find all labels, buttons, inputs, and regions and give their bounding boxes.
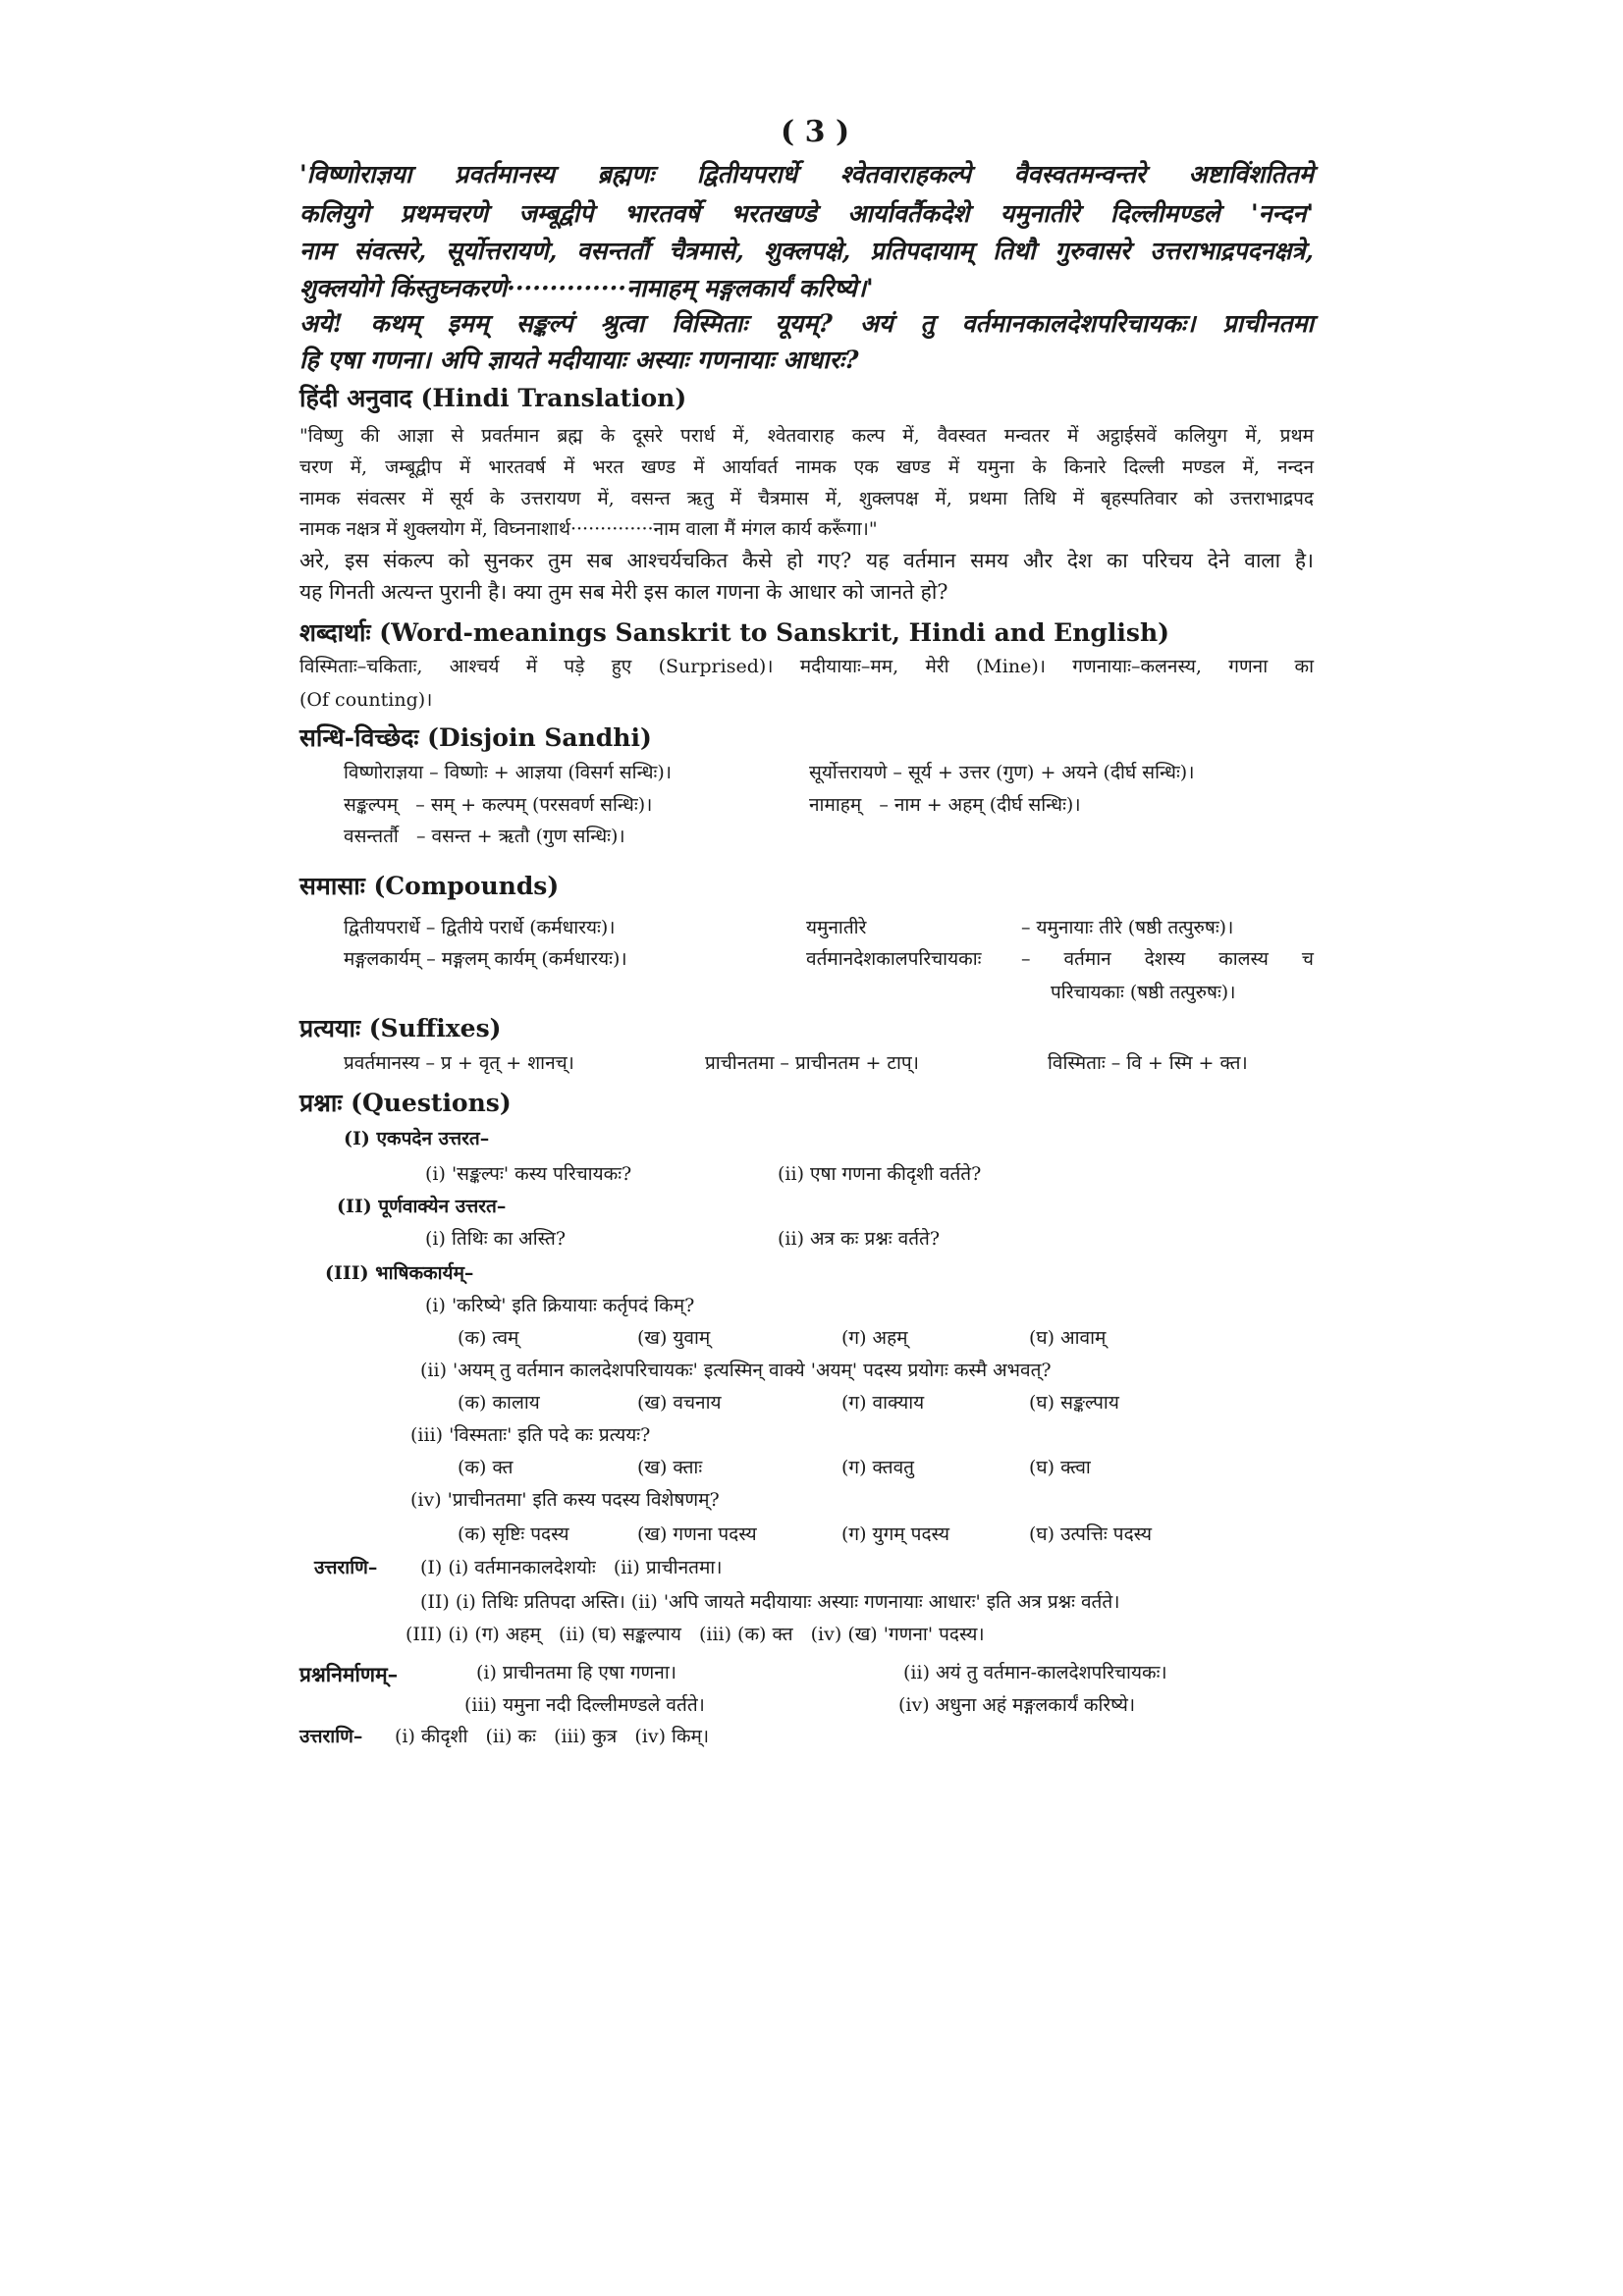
samasa-meaning: – वर्तमान देशस्य कालस्य च [1021, 948, 1314, 970]
translation-line: यह गिनती अत्यन्त पुरानी है। क्या तुम सब मेरी इस काल गणना के आधार को जानते हो? [299, 580, 948, 604]
sandhi-heading: सन्धि-विच्छेदः (Disjoin Sandhi) [299, 723, 652, 752]
word-meanings-line: (Of counting)। [299, 689, 433, 711]
samasa-item: मङ्गलकार्यम् – मङ्गलम् कार्यम् (कर्मधारयः)। [344, 948, 627, 970]
mcq-option: (क) कालाय [458, 1392, 540, 1414]
mcq-option: (क) क्त [458, 1457, 514, 1478]
translation-line: अरे, इस संकल्प को सुनकर तुम सब आश्चर्यचकित कैसे हो गए? यह वर्तमान समय और देश का परिचय देने वाला है। [299, 549, 1314, 572]
question-formation-item: (ii) अयं तु वर्तमान-कालदेशपरिचायकः। [903, 1662, 1167, 1683]
verse-line: शुक्लयोगे किंस्तुघ्नकरणे··············नामाहम् मङ्गलकार्यं करिष्ये।' [299, 274, 874, 302]
verse-line: 'विष्णोराज्ञया प्रवर्तमानस्य ब्रह्मणः द्वितीयपरार्धे श्वेतवाराहकल्पे वैवस्वतमन्वन्तरे अष्टाविंशतितमे [299, 160, 1314, 188]
question-item: (i) तिथिः का अस्ति? [425, 1228, 567, 1250]
sandhi-item: विष्णोराज्ञया – विष्णोः + आज्ञया (विसर्ग सन्धिः)। [344, 762, 672, 783]
pratyaya-item: प्राचीनतमा – प्राचीनतम + टाप्। [705, 1052, 919, 1074]
question-item: (ii) एषा गणना कीदृशी वर्तते? [778, 1163, 982, 1185]
mcq-question: (iii) 'विस्मताः' इति पदे कः प्रत्ययः? [410, 1424, 651, 1446]
samasa-meaning: – यमुनायाः तीरे (षष्ठी तत्पुरुषः)। [1021, 917, 1234, 938]
translation-line: चरण में, जम्बूद्वीप में भारतवर्ष में भरत खण्ड में आर्यावर्त नामक एक खण्ड में यमुना के किनारे दिल्ली मण्डल में, नन्दन [299, 456, 1314, 478]
mcq-option: (ख) क्ताः [637, 1457, 703, 1478]
mcq-question: (ii) 'अयम् तु वर्तमान कालदेशपरिचायकः' इत्यस्मिन् वाक्ये 'अयम्' पदस्य प्रयोगः कस्मै अभवत्? [420, 1360, 1052, 1381]
question-formation-answers-label: उत्तराणि– [299, 1726, 363, 1747]
translation-line: नामक नक्षत्र में शुक्लयोग में, विघ्ननाशार्थ··············नाम वाला मैं मंगल कार्य करूँगा।" [299, 518, 878, 540]
mcq-option: (घ) सङ्कल्पाय [1029, 1392, 1119, 1414]
question-section-label: (I) एकपदेन उत्तरत– [344, 1128, 490, 1149]
mcq-option: (घ) उत्पत्तिः पदस्य [1029, 1523, 1153, 1545]
answer-line: (II) (i) तिथिः प्रतिपदा अस्ति। (ii) 'अपि जायते मदीयायाः अस्याः गणनायाः आधारः' इति अत्र प्रश्नः वर्तते। [420, 1591, 1120, 1613]
mcq-option: (घ) क्त्वा [1029, 1457, 1091, 1478]
samasa-item: द्वितीयपरार्धे – द्वितीये परार्धे (कर्मधारयः)। [344, 917, 616, 938]
word-meanings-line: विस्मिताः–चकिताः, आश्चर्य में पड़े हुए (Surprised)। मदीयायाः–मम, मेरी (Mine)। गणनायाः–कलनस्य, गणना का [299, 656, 1314, 677]
sandhi-item: सङ्कल्पम् – सम् + कल्पम् (परसवर्ण सन्धिः)। [344, 794, 653, 816]
question-formation-answers: (i) कीदृशी (ii) कः (iii) कुत्र (iv) किम्। [395, 1726, 710, 1747]
verse-line: नाम संवत्सरे, सूर्योत्तरायणे, वसन्तर्तौ चैत्रमासे, शुक्लपक्षे, प्रतिपदायाम् तिथौ गुरुवासरे उत्तराभाद्रपदनक्षत्रे, [299, 237, 1314, 265]
question-item: (i) 'सङ्कल्पः' कस्य परिचायकः? [425, 1163, 632, 1185]
question-formation-item: (iii) यमुना नदी दिल्लीमण्डले वर्तते। [464, 1694, 705, 1716]
mcq-option: (ग) युगम् पदस्य [841, 1523, 949, 1545]
verse-line: कलियुगे प्रथमचरणे जम्बूद्वीपे भारतवर्षे भरतखण्डे आर्यावर्तैकदेशे यमुनातीरे दिल्लीमण्डले 'नन्दन' [299, 199, 1314, 228]
pratyaya-item: विस्मिताः – वि + स्मि + क्त। [1048, 1052, 1248, 1074]
verse-line: अये! कथम् इमम् सङ्कल्पं श्रुत्वा विस्मिताः यूयम्? अयं तु वर्तमानकालदेशपरिचायकः। प्राचीनतमा [299, 309, 1314, 338]
mcq-option: (ख) वचनाय [637, 1392, 722, 1414]
mcq-option: (ख) युवाम् [637, 1327, 711, 1349]
mcq-option: (घ) आवाम् [1029, 1327, 1107, 1349]
translation-line: नामक संवत्सर में सूर्य के उत्तरायण में, वसन्त ऋतु में चैत्रमास में, शुक्लपक्ष में, प्रथमा तिथि में बृहस्पतिवार को उत्तराभाद्रपद [299, 488, 1314, 509]
word-meanings-heading: शब्दार्थाः (Word-meanings Sanskrit to Sanskrit, Hindi and English) [299, 618, 1169, 647]
question-section-label: (III) भाषिककार्यम्– [325, 1262, 474, 1284]
mcq-option: (ग) अहम् [841, 1327, 908, 1349]
translation-line: "विष्णु की आज्ञा से प्रवर्तमान ब्रह्म के दूसरे परार्ध में, श्वेतवाराह कल्प में, वैवस्वत मन्वतर में अट्ठाईसवें कलियुग में, प्रथम [299, 425, 1314, 447]
question-section-label: (II) पूर्णवाक्येन उत्तरत– [337, 1196, 507, 1217]
answers-label: उत्तराणि– [314, 1557, 378, 1578]
hindi-translation-heading: हिंदी अनुवाद (Hindi Translation) [299, 384, 687, 412]
mcq-option: (क) त्वम् [458, 1327, 519, 1349]
answer-line: (I) (i) वर्तमानकालदेशयोः (ii) प्राचीनतमा। [420, 1557, 723, 1578]
samasa-continuation: परिचायकाः (षष्ठी तत्पुरुषः)। [1051, 982, 1236, 1003]
mcq-option: (क) सृष्टिः पदस्य [458, 1523, 569, 1545]
question-formation-item: (iv) अधुना अहं मङ्गलकार्यं करिष्ये। [898, 1694, 1136, 1716]
questions-heading: प्रश्नाः (Questions) [299, 1089, 512, 1117]
verse-line: हि एषा गणना। अपि ज्ञायते मदीयायाः अस्याः गणनायाः आधारः? [299, 346, 859, 374]
question-formation-item: (i) प्राचीनतमा हि एषा गणना। [476, 1662, 676, 1683]
mcq-option: (ग) क्तवतु [841, 1457, 914, 1478]
question-formation-label: प्रश्ननिर्माणम्– [299, 1662, 399, 1686]
question-item: (ii) अत्र कः प्रश्नः वर्तते? [778, 1228, 941, 1250]
samasa-term: यमुनातीरे [806, 917, 867, 938]
sandhi-item: सूर्योत्तरायणे – सूर्य + उत्तर (गुण) + अयने (दीर्घ सन्धिः)। [809, 762, 1195, 783]
mcq-question: (iv) 'प्राचीनतमा' इति कस्य पदस्य विशेषणम्? [410, 1489, 720, 1511]
mcq-question: (i) 'करिष्ये' इति क्रियायाः कर्तृपदं किम्? [425, 1295, 695, 1316]
mcq-option: (ग) वाक्याय [841, 1392, 925, 1414]
page-number: ( 3 ) [781, 115, 850, 149]
sandhi-item: वसन्तर्तौ – वसन्त + ऋतौ (गुण सन्धिः)। [344, 826, 625, 847]
samasa-term: वर्तमानदेशकालपरिचायकाः [806, 948, 982, 970]
sandhi-item: नामाहम् – नाम + अहम् (दीर्घ सन्धिः)। [809, 794, 1081, 816]
pratyaya-item: प्रवर्तमानस्य – प्र + वृत् + शानच्। [344, 1052, 574, 1074]
answer-line: (III) (i) (ग) अहम् (ii) (घ) सङ्कल्पाय (iii) (क) क्त (iv) (ख) 'गणना' पदस्य। [406, 1624, 985, 1645]
samasa-heading: समासाः (Compounds) [299, 872, 560, 900]
mcq-option: (ख) गणना पदस्य [637, 1523, 757, 1545]
pratyaya-heading: प्रत्ययाः (Suffixes) [299, 1014, 502, 1042]
